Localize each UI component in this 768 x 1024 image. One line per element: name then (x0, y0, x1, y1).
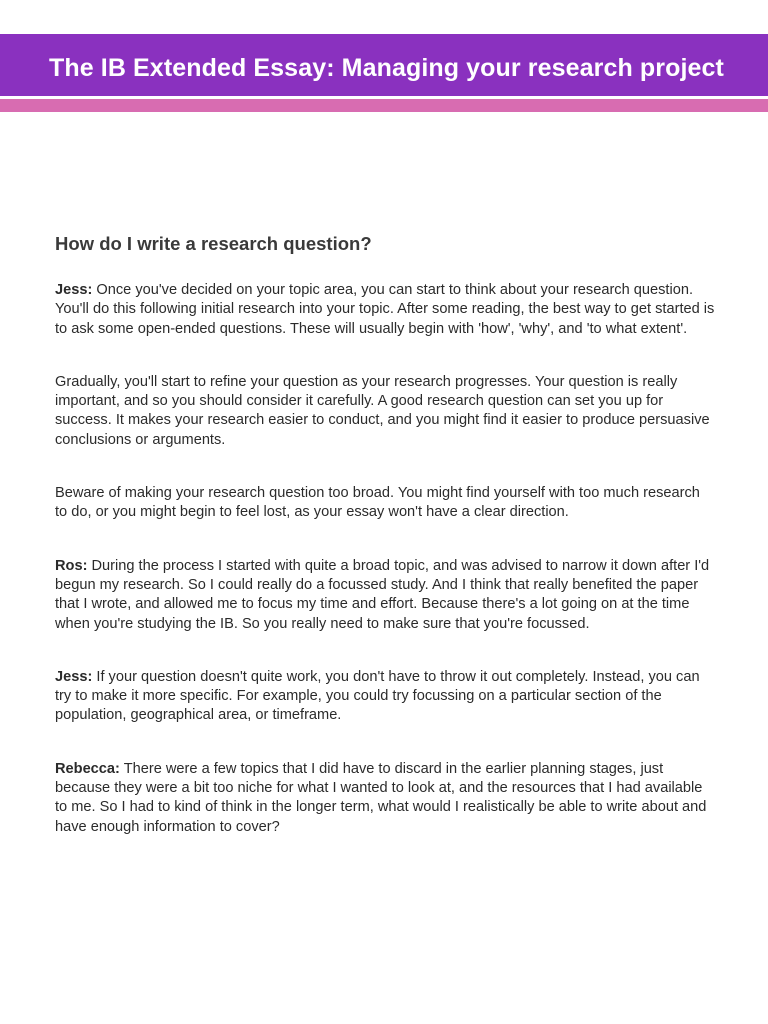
paragraph-text: There were a few topics that I did have to discard in the earlier planning stages, just because they were a bit too niche for what I wanted to look at, and the resources that I had available to me. So I had to kind of think in the longer term, what would I realistically be able to write about and have enough information to cover? (55, 760, 707, 835)
paragraph-rebecca (55, 760, 715, 837)
paragraph-ros (55, 557, 715, 634)
paragraph-refine (55, 373, 715, 450)
speaker-label: Jess: (55, 668, 93, 685)
header-banner (0, 34, 768, 96)
paragraph-text: During the process I started with quite a broad topic, and was advised to narrow it down after I'd begun my research. So I could really do a focussed study. And I think that really benefited the paper that I wrote, and allowed me to focus my time and effort. Because there's a lot going on at the time when you're studying the IB. So you really need to make sure that you're focussed. (55, 557, 710, 632)
speaker-label: Rebecca: (55, 760, 120, 777)
section-heading: How do I write a research question? (55, 233, 372, 254)
header-accent-stripe (0, 99, 768, 112)
paragraph-beware (55, 484, 715, 523)
paragraph-text: Beware of making your research question too broad. You might find yourself with too much research to do, or you might begin to feel lost, as your essay won't have a clear direction. (55, 485, 700, 521)
speaker-label: Jess: (55, 282, 93, 298)
paragraph-jess-1 (55, 281, 715, 339)
paragraph-text: Gradually, you'll start to refine your question as your research progresses. Your question is really important, and so you should consider it carefully. A good research question can set you up for success. It makes your research easier to conduct, and you might find it easier to produce persuasive conclusions or arguments. (55, 373, 710, 448)
speaker-label: Ros: (55, 557, 88, 574)
page-title: The IB Extended Essay: Managing your research project (49, 54, 724, 82)
paragraph-text: Once you've decided on your topic area, you can start to think about your research question. You'll do this following initial research into your topic. After some reading, the best way to get started is to ask some open-ended questions. These will usually begin with 'how', 'why', and 'to what extent'. (55, 282, 715, 337)
paragraph-text: If your question doesn't quite work, you don't have to throw it out completely. Instead, you can try to make it more specific. For example, you could try focussing on a particular section of the population, geographical area, or timeframe. (55, 668, 700, 724)
article-body (55, 232, 715, 871)
paragraph-jess-2 (55, 668, 715, 726)
